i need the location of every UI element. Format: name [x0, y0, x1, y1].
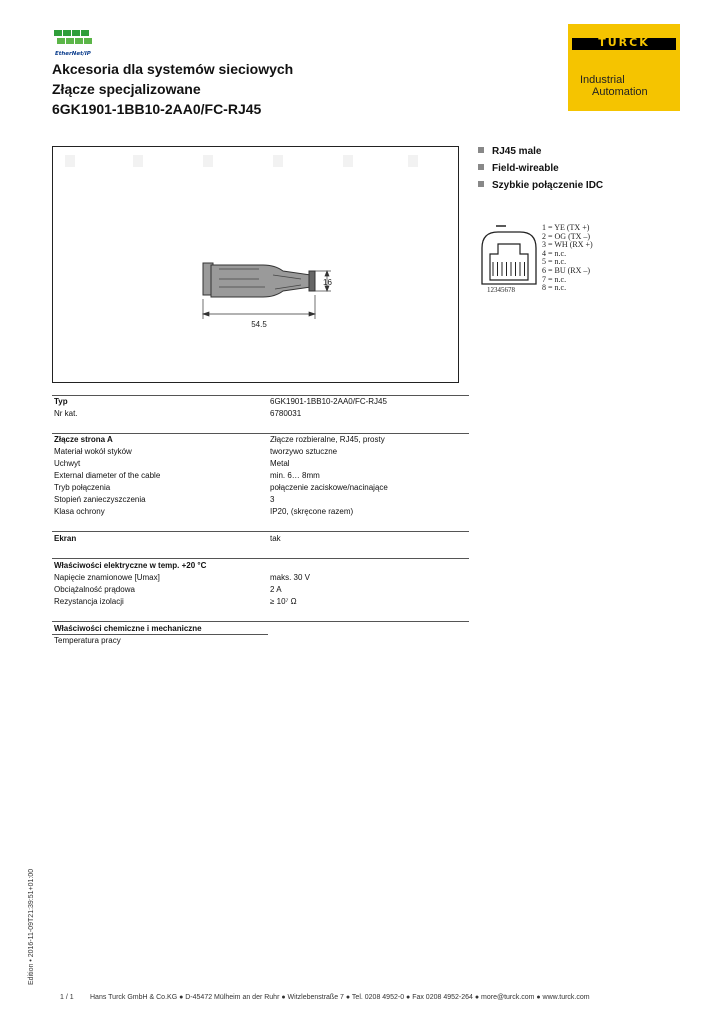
- spec-value: IP20, (skręcone razem): [270, 507, 354, 516]
- pin-numbers: 12345678: [487, 286, 515, 294]
- bullet-square-icon: [478, 164, 484, 170]
- spec-label: Napięcie znamionowe [Umax]: [54, 573, 160, 582]
- bullet-square-icon: [478, 147, 484, 153]
- feature-label: Field-wireable: [492, 163, 559, 174]
- spec-value: min. 6… 8mm: [270, 471, 320, 480]
- pin-item: 4 = n.c.: [542, 248, 567, 258]
- table-row: [54, 495, 468, 507]
- feature-item: [478, 163, 559, 174]
- logo-block: [75, 38, 83, 44]
- edition-stamp: Edition • 2016-11-09T21:39:51+01:00: [28, 868, 35, 985]
- spec-label: Klasa ochrony: [54, 507, 105, 516]
- brand-tagline-automation: Automation: [592, 86, 648, 98]
- page-title-product: 6GK1901-1BB10-2AA0/FC-RJ45: [52, 101, 262, 117]
- spec-label: Nr kat.: [54, 409, 78, 418]
- logo-block: [57, 38, 65, 44]
- spec-label: Ekran: [54, 534, 77, 543]
- spec-label: Temperatura pracy: [54, 636, 121, 645]
- table-row: [54, 397, 468, 409]
- logo-block: [54, 30, 62, 36]
- spec-section-header: Właściwości elektryczne w temp. +20 °C: [54, 561, 207, 570]
- connector-drawing: [53, 147, 458, 382]
- spec-value: ≥ 10⁷ Ω: [270, 597, 297, 606]
- table-row: [54, 409, 468, 421]
- table-row: [54, 585, 468, 597]
- profinet-logo: [52, 26, 98, 66]
- page-title-category: Akcesoria dla systemów sieciowych: [52, 61, 294, 77]
- spec-value: połączenie zaciskowe/nacinające: [270, 483, 388, 492]
- bullet-square-icon: [478, 181, 484, 187]
- connector-cable-clamp: [309, 271, 315, 291]
- table-row: [54, 597, 468, 609]
- pin-item: 5 = n.c.: [542, 257, 567, 267]
- logo-block: [81, 30, 89, 36]
- page-number: 1 / 1: [60, 994, 74, 1001]
- turck-wordmark: TURCK: [598, 36, 650, 49]
- table-row: [54, 561, 468, 573]
- feature-item: [478, 146, 541, 157]
- logo-block: [84, 38, 92, 44]
- pin-item: 3 = WH (RX +): [542, 240, 593, 250]
- dimension-height-label: 16: [323, 278, 332, 287]
- spec-value: 6GK1901-1BB10-2AA0/FC-RJ45: [270, 397, 387, 406]
- footer-company-info: Hans Turck GmbH & Co.KG ● D-45472 Mülheim an der Ruhr ● Witzlebenstraße 7 ● Tel. 0208 4952-0 ● Fax 0208 4952-264 ● more@turck.com ● www.turck.com: [90, 994, 590, 1001]
- table-row: [54, 459, 468, 471]
- rj45-jack-icon: [480, 222, 538, 286]
- spec-label: Typ: [54, 397, 68, 406]
- spec-label: Obciążalność prądowa: [54, 585, 135, 594]
- logo-block: [63, 30, 71, 36]
- pin-item: 1 = YE (TX +): [542, 223, 590, 232]
- spec-value: tak: [270, 534, 281, 543]
- connector-housing: [211, 265, 311, 297]
- table-row: [54, 483, 468, 495]
- table-divider: [52, 531, 469, 532]
- spec-label: Uchwyt: [54, 459, 81, 468]
- spec-label: Złącze strona A: [54, 435, 113, 444]
- logo-block: [72, 30, 80, 36]
- table-row: [54, 534, 468, 546]
- spec-value: 6780031: [270, 409, 302, 418]
- table-divider: [52, 558, 469, 559]
- spec-value: Złącze rozbieralne, RJ45, prosty: [270, 435, 385, 444]
- dimension-length-label: 54.5: [251, 320, 267, 329]
- spec-value: 3: [270, 495, 275, 504]
- spec-label: External diameter of the cable: [54, 471, 161, 480]
- table-divider: [52, 621, 469, 622]
- feature-label: RJ45 male: [492, 146, 542, 157]
- pin-item: 7 = n.c.: [542, 274, 567, 284]
- page-title-subcategory: Złącze specjalizowane: [52, 81, 201, 97]
- table-row: [54, 573, 468, 585]
- table-divider: [52, 433, 469, 434]
- dimension-drawing-frame: [52, 146, 459, 383]
- ethernet-ip-label: EtherNet/IP: [55, 51, 91, 57]
- table-divider: [52, 395, 469, 396]
- table-row: [54, 636, 468, 648]
- pin-item: 6 = BU (RX –): [542, 265, 591, 275]
- pin-item: 2 = OG (TX –): [542, 231, 591, 241]
- table-row: [54, 471, 468, 483]
- spec-value: maks. 30 V: [270, 573, 311, 582]
- spec-label: Stopień zanieczyszczenia: [54, 495, 146, 504]
- spec-label: Tryb połączenia: [54, 483, 111, 492]
- spec-value: 2 A: [270, 585, 282, 594]
- spec-value: tworzywo sztuczne: [270, 447, 338, 456]
- pin-item: 8 = n.c.: [542, 283, 567, 293]
- table-row: [54, 507, 468, 519]
- spec-section-header: Właściwości chemiczne i mechaniczne: [54, 624, 202, 633]
- spec-value: Metal: [270, 459, 290, 468]
- brand-tagline-industrial: Industrial: [580, 74, 625, 86]
- logo-block: [66, 38, 74, 44]
- feature-label: Szybkie połączenie IDC: [492, 180, 604, 191]
- turck-logo: [568, 24, 680, 111]
- table-row: [54, 435, 468, 447]
- table-divider: [52, 634, 268, 635]
- spec-label: Rezystancja izolacji: [54, 597, 124, 606]
- table-row: [54, 447, 468, 459]
- spec-label: Materiał wokół styków: [54, 447, 132, 456]
- feature-item: [478, 180, 603, 191]
- pinout-list: [542, 224, 593, 293]
